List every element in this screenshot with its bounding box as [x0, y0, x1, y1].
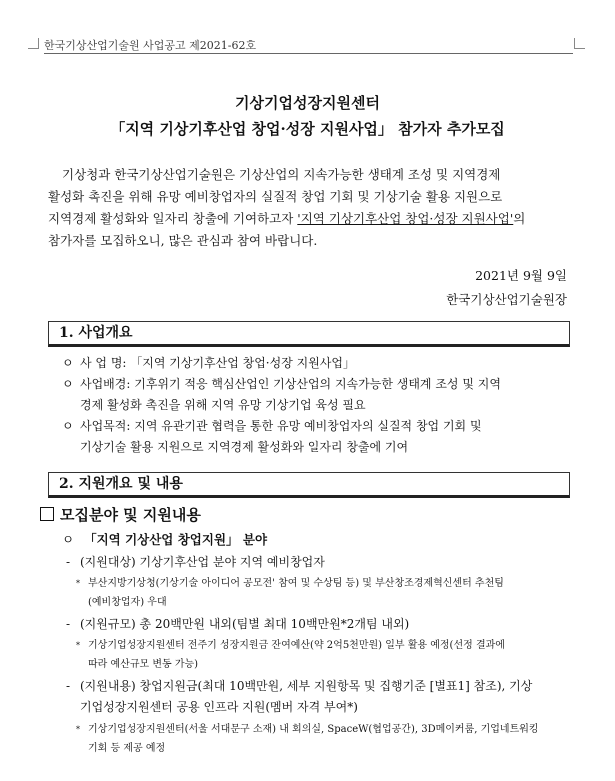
- section-1-heading: 1. 사업개요: [48, 321, 570, 347]
- square-bullet-icon: [40, 507, 54, 521]
- subheading-recruitment: [40, 504, 201, 525]
- bullet-mark: ㅇ: [62, 356, 74, 370]
- announcement-number: 한국기상산업기술원 사업공고 제2021-62호: [44, 39, 257, 52]
- detail-text: (지원대상) 기상기후산업 분야 지역 예비창업자: [80, 555, 325, 569]
- field-title: [62, 530, 267, 548]
- detail-text: (지원규모) 총 20백만원 내외(팀별 최대 10백만원*2개팀 내외): [80, 617, 410, 631]
- overview-text: 경제 활성화 촉진을 위해 지역 유망 기상기업 육성 필요: [80, 398, 366, 412]
- page-corner-mark-left: [28, 38, 39, 49]
- header-divider: [44, 53, 573, 54]
- dash-mark: -: [66, 555, 71, 569]
- intro-line-text: 지역경제 활성화와 일자리 창출에 기여하고자: [48, 211, 298, 226]
- subheading-text: 모집분야 및 지원내용: [60, 506, 201, 524]
- detail-text: 기업성장지원센터 공용 인프라 지원(멤버 자격 부여*): [80, 700, 358, 714]
- intro-paragraph: [48, 164, 568, 252]
- note-text: 따라 예산규모 변동 가능): [88, 659, 199, 670]
- intro-line-text: 의: [513, 211, 526, 226]
- dash-mark: -: [66, 617, 71, 631]
- bullet-mark: ㅇ: [62, 419, 74, 433]
- intro-line: 활성화 촉진을 위해 유망 예비창업자의 실질적 창업 기회 및 기상기술 활용 지원으로: [48, 189, 503, 204]
- intro-line: [48, 208, 568, 230]
- title-line-2: 「지역 기상기후산업 창업·성장 지원사업」 참가자 추가모집: [110, 120, 505, 138]
- note-text: 부산지방기상청(기상기술 아이디어 공모전' 참여 및 수상팀 등) 및 부산창조경제혁신센터 추천팀: [88, 578, 504, 589]
- issuer-signature: 한국기상산업기술원장: [446, 292, 567, 307]
- overview-text: 사업목적: 지역 유관기관 협력을 통한 유망 예비창업자의 실질적 창업 기회 및: [80, 419, 482, 433]
- bullet-mark: ㅇ: [62, 377, 74, 391]
- note-text: 기상기업성장지원센터(서울 서대문구 소재) 내 회의실, SpaceW(협업공간), 3D메이커룸, 기업네트워킹: [88, 724, 539, 735]
- overview-text: 사업배경: 기후위기 적응 핵심산업인 기상산업의 지속가능한 생태계 조성 및 지역: [80, 377, 501, 391]
- note-text: 기상기업성장지원센터 전주기 성장지원금 잔여예산(약 2억5천만원) 일부 활용 예정(선정 결과에: [88, 640, 505, 651]
- note-text: (예비창업자) 우대: [88, 597, 167, 608]
- bullet-mark: ㅇ: [62, 532, 75, 547]
- overview-text: 기상기술 활용 지원으로 지역경제 활성화와 일자리 창출에 기여: [80, 440, 409, 454]
- section-2-heading: 2. 지원개요 및 내용: [48, 472, 570, 498]
- note-text: 기회 등 제공 예정: [88, 743, 166, 754]
- asterisk-mark: *: [76, 725, 80, 734]
- asterisk-mark: *: [76, 579, 80, 588]
- page-corner-mark-right: [574, 38, 585, 49]
- program-name-underlined: '지역 기상기후산업 창업·성장 지원사업': [297, 211, 514, 226]
- detail-text: (지원내용) 창업지원금(최대 10백만원, 세부 지원항목 및 집행기준 [별표1] 참조), 기상: [80, 679, 533, 693]
- overview-text: 사 업 명: 「지역 기상기후산업 창업·성장 지원사업」: [80, 356, 355, 370]
- field-title-text: 「지역 기상산업 창업지원」 분야: [84, 532, 268, 547]
- asterisk-mark: *: [76, 641, 80, 650]
- title-line-1: 기상기업성장지원센터: [235, 94, 380, 112]
- intro-line: 참가자를 모집하오니, 많은 관심과 참여 바랍니다.: [48, 233, 318, 248]
- dash-mark: -: [66, 679, 71, 693]
- intro-line: 기상청과 한국기상산업기술원은 기상산업의 지속가능한 생태계 조성 및 지역경제: [62, 167, 501, 182]
- announcement-date: 2021년 9월 9일: [475, 268, 567, 283]
